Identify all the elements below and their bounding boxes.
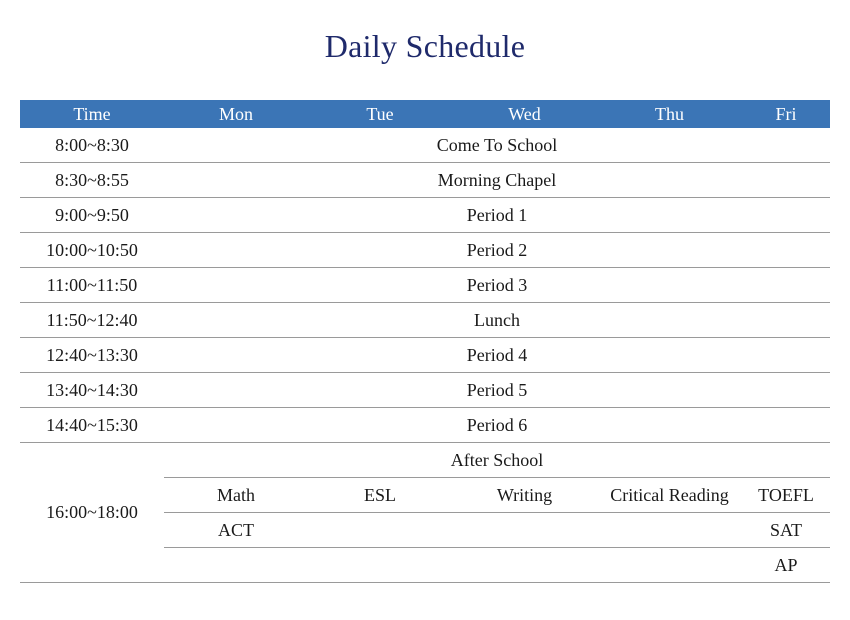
after-school-fri: TOEFL — [742, 478, 830, 513]
table-row — [20, 408, 830, 443]
table-row — [20, 268, 830, 303]
after-school-wed: Writing — [452, 478, 597, 513]
table-row — [20, 373, 830, 408]
activity-cell: Lunch — [164, 303, 830, 338]
table-row — [20, 338, 830, 373]
time-cell: 13:40~14:30 — [20, 373, 164, 408]
table-row — [20, 303, 830, 338]
header-time: Time — [20, 100, 164, 128]
after-school-wed — [452, 548, 597, 583]
table-row — [20, 163, 830, 198]
header-fri: Fri — [742, 100, 830, 128]
activity-cell: Period 3 — [164, 268, 830, 303]
header-row — [20, 100, 830, 128]
time-cell: 9:00~9:50 — [20, 198, 164, 233]
header-thu: Thu — [597, 100, 742, 128]
header-mon: Mon — [164, 100, 308, 128]
activity-cell: Period 6 — [164, 408, 830, 443]
after-school-mon: ACT — [164, 513, 308, 548]
after-school-tue: ESL — [308, 478, 452, 513]
after-school-mon: Math — [164, 478, 308, 513]
after-school-thu — [597, 513, 742, 548]
after-school-time-cell: 16:00~18:00 — [20, 443, 164, 583]
after-school-mon — [164, 548, 308, 583]
after-school-header-row — [20, 443, 830, 478]
time-cell: 14:40~15:30 — [20, 408, 164, 443]
time-cell: 11:00~11:50 — [20, 268, 164, 303]
activity-cell: Period 5 — [164, 373, 830, 408]
time-cell: 10:00~10:50 — [20, 233, 164, 268]
activity-cell: Come To School — [164, 128, 830, 163]
schedule-table — [20, 100, 830, 583]
activity-cell: Morning Chapel — [164, 163, 830, 198]
after-school-fri: AP — [742, 548, 830, 583]
table-row — [20, 198, 830, 233]
after-school-tue — [308, 548, 452, 583]
time-cell: 8:00~8:30 — [20, 128, 164, 163]
after-school-label: After School — [164, 443, 830, 478]
after-school-wed — [452, 513, 597, 548]
table-row — [20, 128, 830, 163]
time-cell: 12:40~13:30 — [20, 338, 164, 373]
table-row — [20, 233, 830, 268]
after-school-fri: SAT — [742, 513, 830, 548]
after-school-tue — [308, 513, 452, 548]
time-cell: 8:30~8:55 — [20, 163, 164, 198]
header-tue: Tue — [308, 100, 452, 128]
after-school-thu: Critical Reading — [597, 478, 742, 513]
activity-cell: Period 2 — [164, 233, 830, 268]
header-wed: Wed — [452, 100, 597, 128]
time-cell: 11:50~12:40 — [20, 303, 164, 338]
activity-cell: Period 1 — [164, 198, 830, 233]
activity-cell: Period 4 — [164, 338, 830, 373]
page-title: Daily Schedule — [324, 28, 526, 64]
after-school-thu — [597, 548, 742, 583]
